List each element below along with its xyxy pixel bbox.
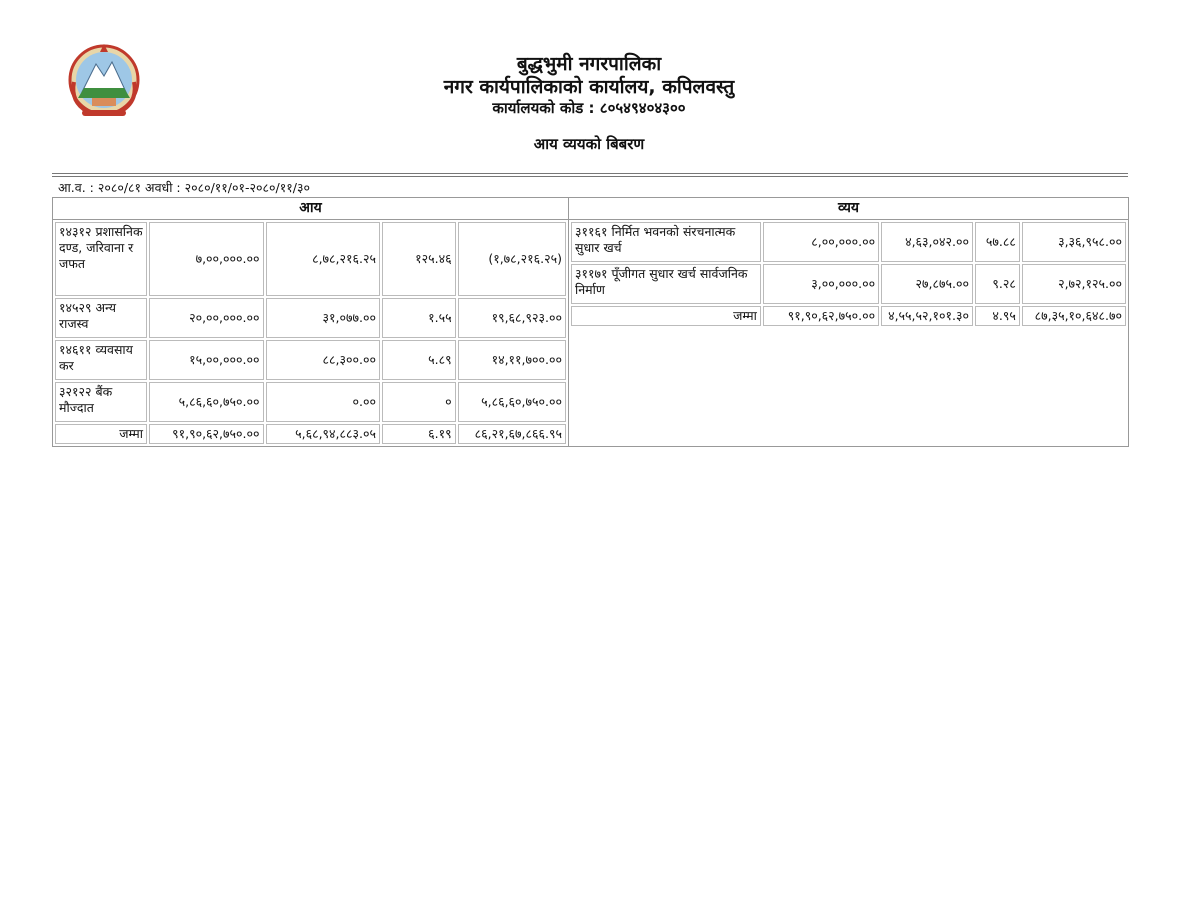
- expense-row-percent: ५७.८८: [975, 222, 1020, 262]
- expense-heading: व्यय: [569, 198, 1129, 220]
- income-section: [53, 220, 569, 447]
- income-row-balance: १९,६८,९२३.००: [458, 298, 566, 338]
- income-row-budget: १५,००,०००.००: [149, 340, 264, 380]
- expense-row-balance: ३,३६,९५८.००: [1022, 222, 1126, 262]
- income-total-actual: ५,६८,९४,८८३.०५: [266, 424, 381, 444]
- office-name: नगर कार्यपालिकाको कार्यालय, कपिलवस्तु: [443, 76, 735, 98]
- income-row-label: १४५२९ अन्य राजस्व: [55, 298, 147, 338]
- income-row-percent: ०: [382, 382, 456, 422]
- header-divider: [52, 173, 1128, 177]
- table-row: [55, 298, 566, 338]
- income-heading: आय: [53, 198, 569, 220]
- expense-total-percent: ४.९५: [975, 306, 1020, 326]
- income-total-budget: ९१,९०,६२,७५०.००: [149, 424, 264, 444]
- org-name: बुद्धभुमी नगरपालिका: [516, 53, 662, 75]
- income-row-label: १४६११ व्यवसाय कर: [55, 340, 147, 380]
- table-row: [55, 340, 566, 380]
- expense-total-balance: ८७,३५,१०,६४८.७०: [1022, 306, 1126, 326]
- table-row: [55, 222, 566, 296]
- income-total-label: जम्मा: [55, 424, 147, 444]
- income-table: [53, 220, 568, 446]
- income-total-row: [55, 424, 566, 444]
- report-title: आय व्ययको बिबरण: [533, 135, 645, 153]
- expense-total-actual: ४,५५,५२,१०१.३०: [881, 306, 973, 326]
- expense-row-percent: ९.२८: [975, 264, 1020, 304]
- expense-total-row: [571, 306, 1126, 326]
- income-total-balance: ८६,२१,६७,८६६.९५: [458, 424, 566, 444]
- income-row-actual: ०.००: [266, 382, 381, 422]
- income-row-label: ३२१२२ बैंक मौज्दात: [55, 382, 147, 422]
- table-row: [55, 382, 566, 422]
- table-row: [571, 222, 1126, 262]
- income-row-actual: ८८,३००.००: [266, 340, 381, 380]
- income-row-percent: १२५.४६: [382, 222, 456, 296]
- expense-row-budget: ८,००,०००.००: [763, 222, 879, 262]
- income-row-balance: १४,११,७००.००: [458, 340, 566, 380]
- office-code: कार्यालयको कोड : ८०५४९४०४३००: [492, 99, 686, 117]
- income-row-balance: ५,८६,६०,७५०.००: [458, 382, 566, 422]
- income-expense-table: [52, 197, 1129, 447]
- income-row-actual: ३१,०७७.००: [266, 298, 381, 338]
- income-row-balance: (१,७८,२१६.२५): [458, 222, 566, 296]
- income-row-percent: १.५५: [382, 298, 456, 338]
- income-row-percent: ५.८९: [382, 340, 456, 380]
- fiscal-period: आ.व. : २०८०/८१ अवधी : २०८०/११/०१-२०८०/११/३०: [58, 180, 310, 195]
- income-row-label: १४३१२ प्रशासनिक दण्ड, जरिवाना र जफत: [55, 222, 147, 296]
- table-row: [571, 264, 1126, 304]
- expense-row-budget: ३,००,०००.००: [763, 264, 879, 304]
- income-total-percent: ६.१९: [382, 424, 456, 444]
- income-row-budget: ७,००,०००.००: [149, 222, 264, 296]
- expense-row-label: ३११६१ निर्मित भवनको संरचनात्मक सुधार खर्च: [571, 222, 761, 262]
- income-row-actual: ८,७८,२१६.२५: [266, 222, 381, 296]
- expense-row-actual: २७,८७५.००: [881, 264, 973, 304]
- expense-table: [569, 220, 1128, 328]
- expense-row-label: ३११७१ पूँजीगत सुधार खर्च सार्वजनिक निर्माण: [571, 264, 761, 304]
- expense-row-actual: ४,६३,०४२.००: [881, 222, 973, 262]
- expense-row-balance: २,७२,१२५.००: [1022, 264, 1126, 304]
- expense-section: [569, 220, 1129, 447]
- expense-total-label: जम्मा: [571, 306, 761, 326]
- expense-total-budget: ९१,९०,६२,७५०.००: [763, 306, 879, 326]
- income-row-budget: ५,८६,६०,७५०.००: [149, 382, 264, 422]
- document-header: [0, 52, 1178, 154]
- income-row-budget: २०,००,०००.००: [149, 298, 264, 338]
